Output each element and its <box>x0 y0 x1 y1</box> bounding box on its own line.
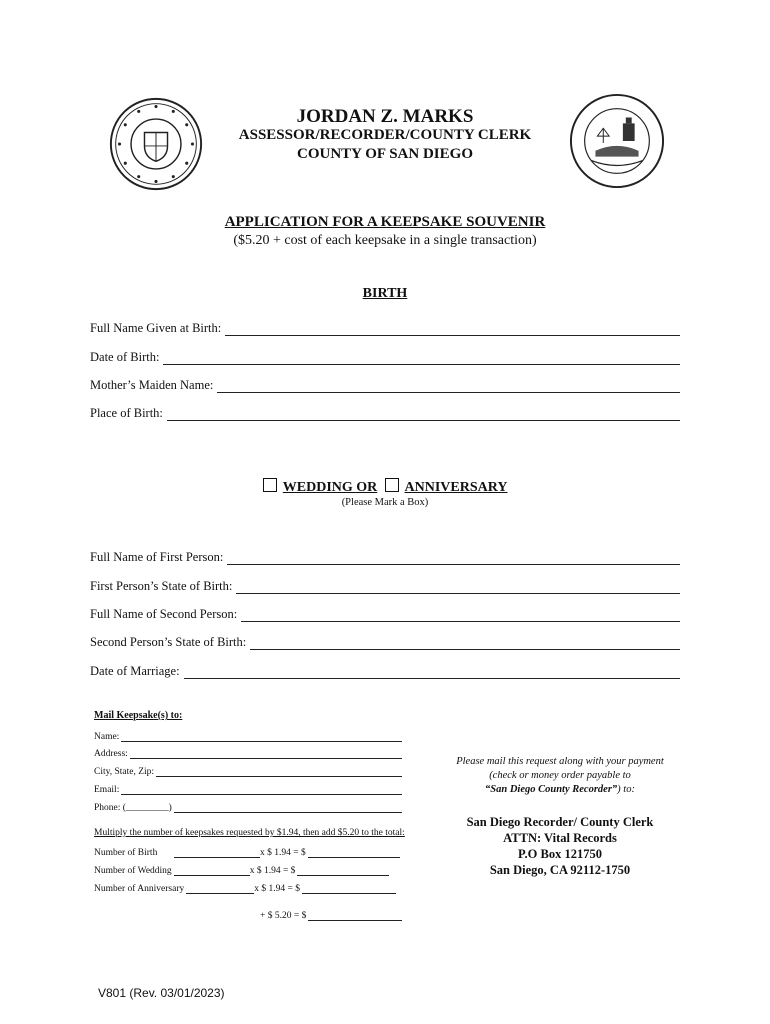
full-name-birth-field <box>90 320 680 336</box>
payment-note-line1: Please mail this request along with your payment <box>456 756 664 767</box>
field-label: Second Person’s State of Birth: <box>90 635 247 649</box>
first-person-name-field <box>90 549 680 565</box>
wedding-count-row <box>94 864 389 876</box>
birth-section-title: BIRTH <box>362 286 408 301</box>
date-of-birth-input[interactable] <box>163 351 680 365</box>
field-label: Full Name Given at Birth: <box>90 321 222 335</box>
field-label: Full Name of First Person: <box>90 550 224 564</box>
multiplier-label: x $ 1.94 = $ <box>254 884 300 894</box>
multiplier-label: x $ 1.94 = $ <box>249 866 296 876</box>
payee-name: “San Diego County Recorder” <box>485 784 618 795</box>
address-line2: ATTN: Vital Records <box>503 831 617 845</box>
first-person-name-input[interactable] <box>227 551 680 565</box>
field-label: Place of Birth: <box>90 406 163 420</box>
payment-note-end: ) to: <box>617 784 635 795</box>
second-person-state-input[interactable] <box>250 636 680 650</box>
mail-phone-field <box>94 801 402 813</box>
field-label: Date of Marriage: <box>90 664 180 678</box>
grand-total-row <box>260 909 402 921</box>
mail-name-line[interactable] <box>121 731 402 742</box>
mothers-maiden-name-input[interactable] <box>217 379 680 393</box>
anniversary-count-line[interactable] <box>186 883 254 894</box>
mail-email-line[interactable] <box>121 784 402 795</box>
place-of-birth-field <box>90 405 680 421</box>
mail-name-field <box>94 730 402 742</box>
field-label: Full Name of Second Person: <box>90 607 238 621</box>
anniversary-count-row <box>94 882 396 894</box>
mail-address-field <box>94 747 402 759</box>
payment-note-line3 <box>430 783 690 797</box>
multiply-instruction: Multiply the number of keepsakes requested by $1.94, then add $5.20 to the total: <box>94 828 405 838</box>
address-line4: San Diego, CA 92112-1750 <box>489 863 631 877</box>
plus-label: + $ 5.20 = $ <box>260 911 307 921</box>
anniversary-checkbox[interactable] <box>385 478 399 492</box>
field-label: Phone: (_________) <box>94 803 172 813</box>
wedding-checkbox[interactable] <box>263 478 277 492</box>
first-person-state-field <box>90 578 680 594</box>
field-label: Email: <box>94 785 120 795</box>
application-subtitle: ($5.20 + cost of each keepsake in a single transaction) <box>233 233 537 248</box>
assessor-name: JORDAN Z. MARKS <box>296 106 474 127</box>
date-of-marriage-input[interactable] <box>184 665 680 679</box>
anniversary-option-label: ANNIVERSARY <box>404 480 508 495</box>
address-line1: San Diego Recorder/ County Clerk <box>466 815 654 829</box>
date-of-birth-field <box>90 349 680 365</box>
field-label: Number of Birth <box>94 848 158 858</box>
birth-count-line[interactable] <box>174 847 260 858</box>
anniversary-total-line[interactable] <box>302 883 396 894</box>
field-label: Date of Birth: <box>90 350 160 364</box>
field-label: Address: <box>94 749 128 759</box>
wedding-total-line[interactable] <box>297 865 389 876</box>
birth-total-line[interactable] <box>308 847 400 858</box>
place-of-birth-input[interactable] <box>167 407 680 421</box>
county-name: COUNTY OF SAN DIEGO <box>297 146 473 162</box>
application-title: APPLICATION FOR A KEEPSAKE SOUVENIR <box>224 214 546 230</box>
wedding-count-line[interactable] <box>174 865 250 876</box>
mail-keepsake-title: Mail Keepsake(s) to: <box>94 710 183 721</box>
first-person-state-input[interactable] <box>236 580 680 594</box>
field-label: Number of Anniversary <box>94 884 185 894</box>
mark-box-note: (Please Mark a Box) <box>341 497 429 508</box>
birth-count-row <box>94 846 400 858</box>
mail-city-line[interactable] <box>156 766 402 777</box>
grand-total-line[interactable] <box>308 910 402 921</box>
wedding-anniversary-options <box>0 478 770 496</box>
mail-email-field <box>94 783 402 795</box>
field-label: Number of Wedding <box>94 866 172 876</box>
field-label: First Person’s State of Birth: <box>90 579 233 593</box>
office-title: ASSESSOR/RECORDER/COUNTY CLERK <box>238 127 532 143</box>
date-of-marriage-field <box>90 663 680 679</box>
second-person-name-input[interactable] <box>241 608 680 622</box>
full-name-birth-input[interactable] <box>225 322 680 336</box>
field-label: City, State, Zip: <box>94 767 155 777</box>
mailing-address <box>430 814 690 878</box>
form-revision: V801 (Rev. 03/01/2023) <box>98 986 225 1000</box>
field-label: Name: <box>94 732 120 742</box>
wedding-option-label: WEDDING OR <box>282 480 378 495</box>
second-person-name-field <box>90 606 680 622</box>
payment-note <box>430 755 690 797</box>
mothers-maiden-name-field <box>90 377 680 393</box>
multiplier-label: x $ 1.94 = $ <box>260 848 306 858</box>
mail-address-line[interactable] <box>130 748 402 759</box>
payment-note-line2: (check or money order payable to <box>489 770 631 781</box>
mail-phone-line[interactable] <box>174 802 402 813</box>
field-label: Mother’s Maiden Name: <box>90 378 214 392</box>
mail-city-field <box>94 765 402 777</box>
second-person-state-field <box>90 634 680 650</box>
address-line3: P.O Box 121750 <box>518 847 602 861</box>
